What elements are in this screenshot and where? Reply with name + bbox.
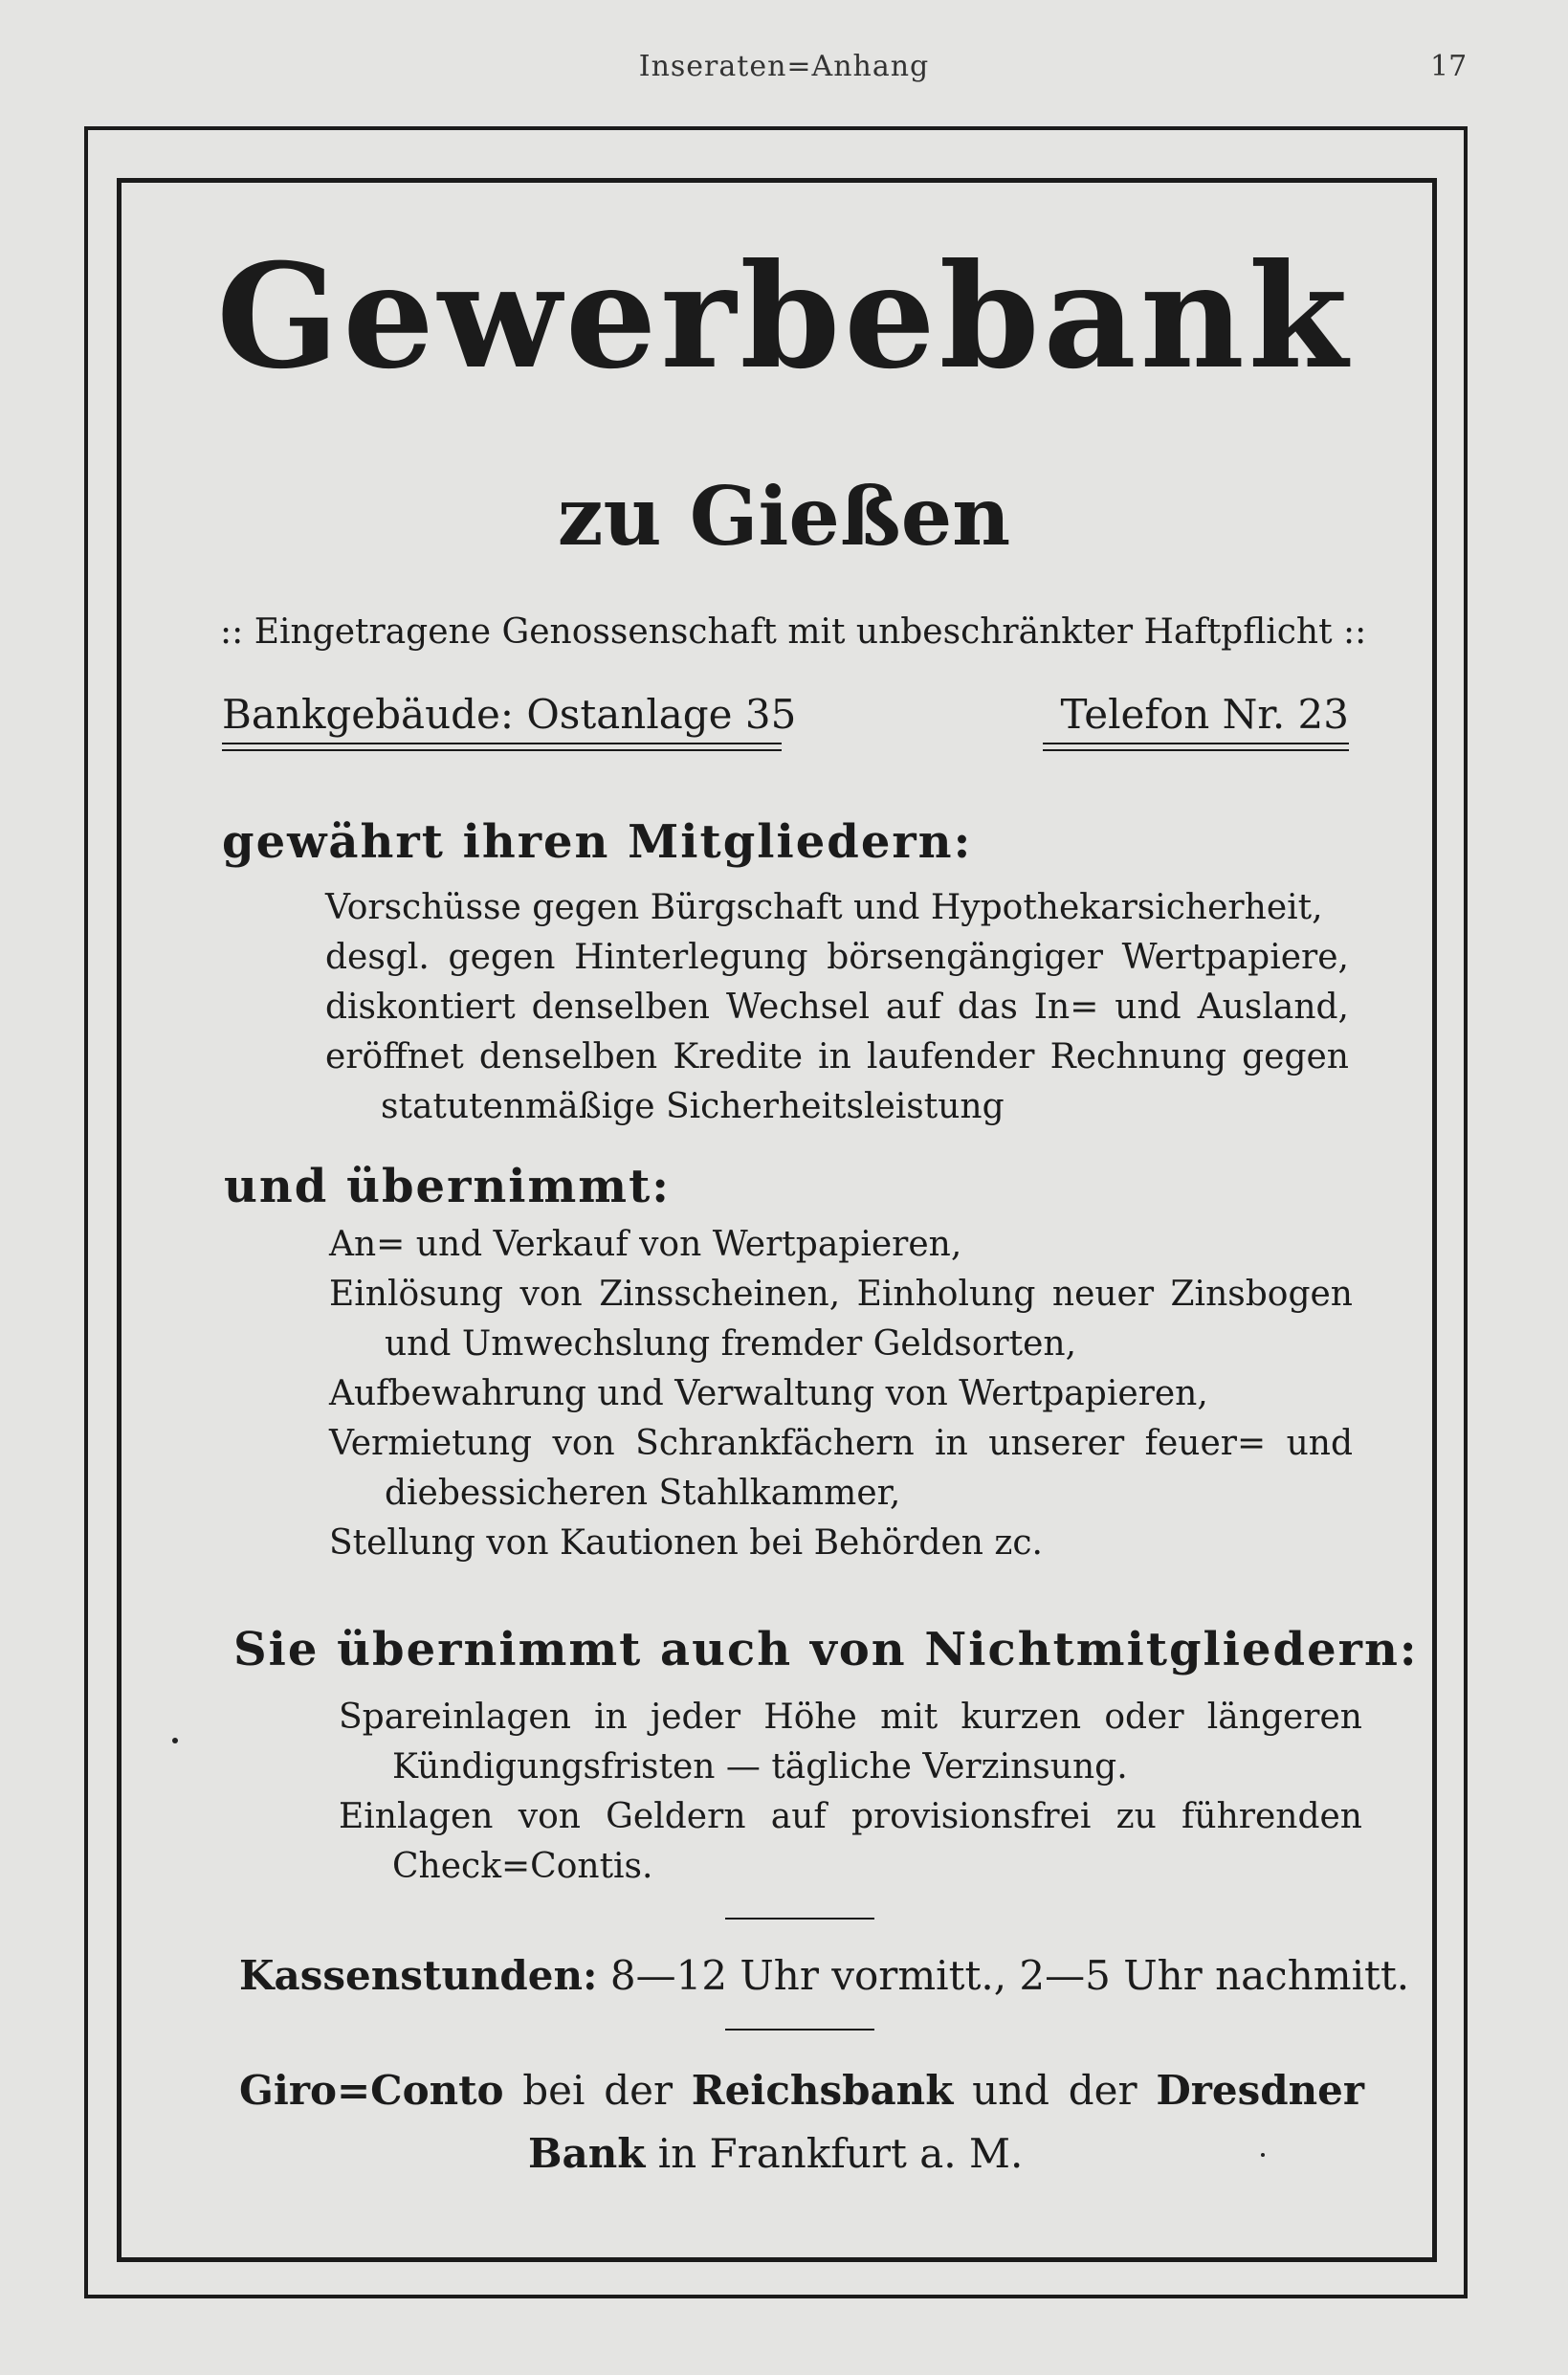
address-underline-1 (222, 743, 782, 744)
services-line: An= und Verkauf von Wertpapieren, (329, 1225, 962, 1264)
giro-line-2 (528, 2130, 1023, 2177)
members-heading: gewährt ihren Mitgliedern: (222, 815, 973, 869)
giro-text: bei der (522, 2067, 674, 2114)
members-line: statutenmäßige Sicherheitsleistung (381, 1087, 1005, 1126)
services-line: Einlösung von Zinsscheinen, Einholung neuer Zinsbogen (329, 1275, 1353, 1314)
phone-underline-1 (1043, 743, 1349, 744)
separator-rule (725, 2029, 874, 2031)
services-line: Aufbewahrung und Verwaltung von Wertpapieren, (329, 1374, 1208, 1413)
members-line: diskontiert denselben Wechsel auf das In= und Ausland, (325, 988, 1349, 1027)
phone-underline-2 (1043, 749, 1349, 751)
running-title: Inseraten=Anhang (638, 50, 930, 83)
giro-line-1 (239, 2067, 1364, 2114)
cash-hours (239, 1952, 1410, 1999)
nonmembers-heading: Sie übernimmt auch von Nichtmitgliedern: (233, 1623, 1419, 1676)
bank-word: Bank (528, 2130, 646, 2177)
nonmembers-line: Check=Contis. (392, 1847, 653, 1886)
address-underline-2 (222, 749, 782, 751)
members-line: desgl. gegen Hinterlegung börsengängiger Wertpapiere, (325, 938, 1349, 977)
print-speck (172, 1738, 178, 1743)
page-number: 17 (1430, 50, 1468, 83)
services-line: Stellung von Kautionen bei Behörden zc. (329, 1523, 1043, 1563)
bank-city: zu Gießen (557, 469, 1011, 564)
phone: Telefon Nr. 23 (1060, 691, 1349, 738)
hours-value: 8—12 Uhr vormitt., 2—5 Uhr nachmitt. (609, 1952, 1410, 1999)
services-line: und Umwechslung fremder Geldsorten, (385, 1324, 1077, 1364)
giro-text: und der (972, 2067, 1137, 2114)
members-line: Vorschüsse gegen Bürgschaft und Hypothekarsicherheit, (325, 888, 1323, 927)
nonmembers-line: Spareinlagen in jeder Höhe mit kurzen oder längeren (339, 1698, 1362, 1737)
bank-name: Gewerbebank (216, 233, 1352, 401)
address: Bankgebäude: Ostanlage 35 (222, 691, 797, 738)
nonmembers-line: Einlagen von Geldern auf provisionsfrei zu führenden (339, 1797, 1362, 1836)
services-line: diebessicheren Stahlkammer, (385, 1474, 901, 1513)
print-speck (1261, 2153, 1265, 2157)
reichsbank: Reichsbank (691, 2067, 954, 2114)
separator-rule (725, 1918, 874, 1920)
services-heading: und übernimmt: (224, 1160, 671, 1213)
giro-conto: Giro=Conto (239, 2067, 504, 2114)
frankfurt: in Frankfurt a. M. (657, 2130, 1024, 2177)
legal-form: :: Eingetragene Genossenschaft mit unbeschränkter Haftpflicht :: (220, 612, 1367, 652)
nonmembers-line: Kündigungsfristen — tägliche Verzinsung. (392, 1747, 1128, 1787)
members-line: eröffnet denselben Kredite in laufender Rechnung gegen (325, 1037, 1349, 1077)
services-line: Vermietung von Schrankfächern in unserer feuer= und (329, 1424, 1353, 1463)
dresdner: Dresdner (1156, 2067, 1365, 2114)
hours-label: Kassenstunden: (239, 1952, 598, 1999)
